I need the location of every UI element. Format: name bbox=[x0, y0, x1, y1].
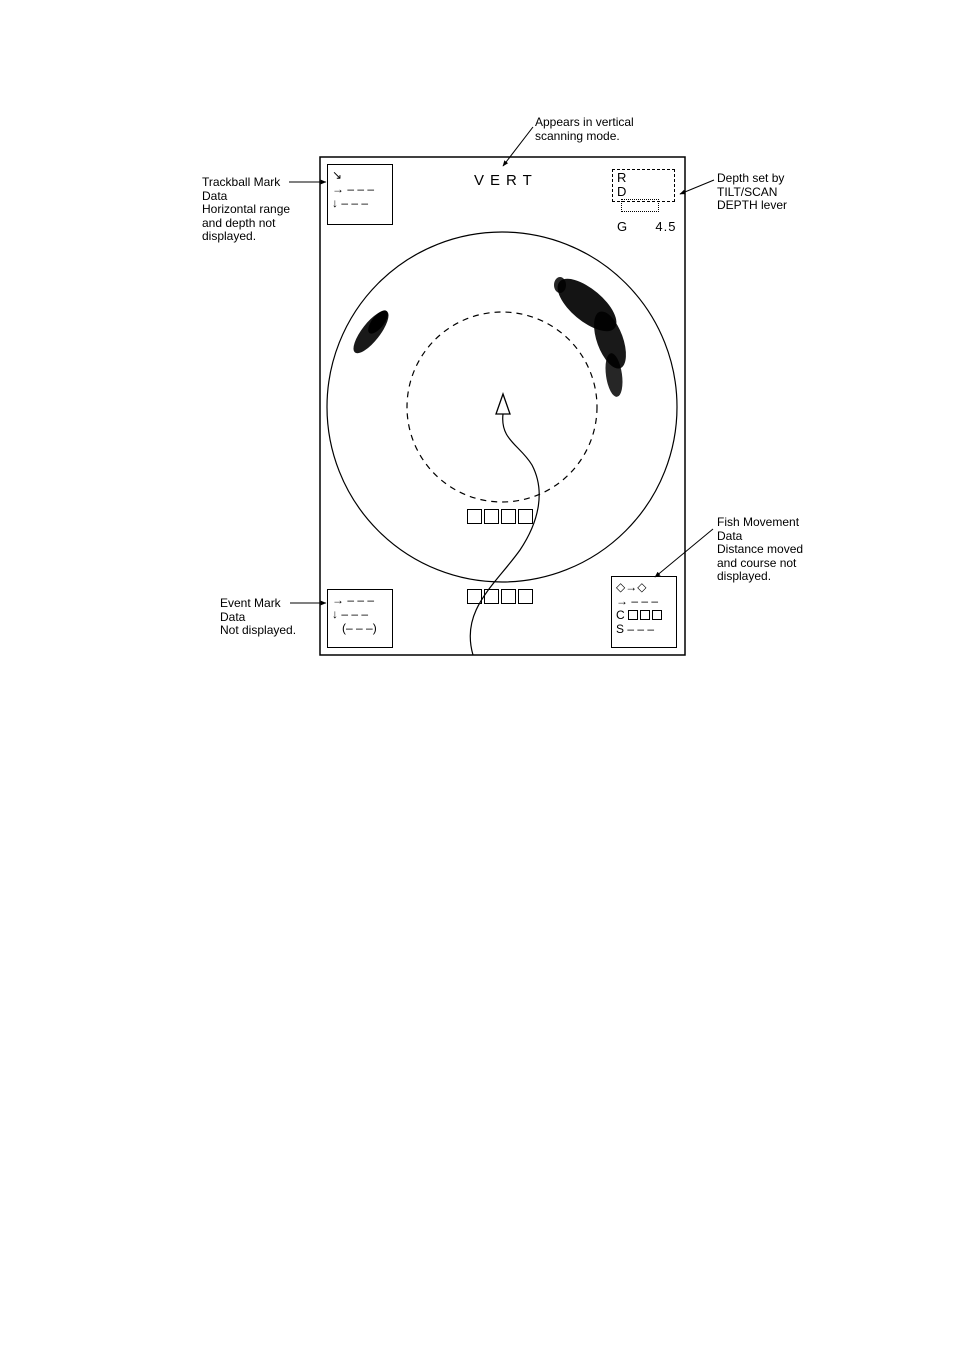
own-ship-track bbox=[470, 414, 539, 655]
data-box bbox=[484, 509, 499, 524]
depth-label: D bbox=[617, 185, 670, 214]
callout-depth-set: Depth set by TILT/SCAN DEPTH lever bbox=[717, 171, 788, 212]
data-box bbox=[501, 589, 516, 604]
data-boxes-lower bbox=[467, 589, 533, 604]
mode-label: VERT bbox=[474, 172, 538, 189]
leader-vertical-mode bbox=[503, 127, 533, 166]
diamond-icon: ◇→◇ bbox=[616, 580, 647, 594]
callout-fish-movement: Fish Movement Data Distance moved and course not displayed. bbox=[717, 515, 804, 583]
fish-speed: S – – – bbox=[616, 622, 655, 636]
event-horizontal-range: → – – – bbox=[332, 593, 375, 607]
event-depth: ↓ – – – bbox=[332, 607, 369, 621]
data-box bbox=[501, 509, 516, 524]
gain-value: 4.5 bbox=[655, 219, 677, 234]
data-box bbox=[518, 589, 533, 604]
gain-readout: G 4.5 bbox=[617, 219, 677, 234]
event-extra: (– – –) bbox=[332, 621, 377, 635]
fish-echo-left bbox=[348, 306, 394, 358]
data-box bbox=[484, 589, 499, 604]
callout-event-mark: Event Mark Data Not displayed. bbox=[220, 596, 297, 637]
fish-course: C bbox=[616, 608, 672, 622]
range-label: R bbox=[617, 170, 627, 185]
callout-vertical-mode: Appears in vertical scanning mode. bbox=[535, 115, 634, 143]
trackball-horizontal-range: → – – – bbox=[332, 182, 375, 196]
data-box bbox=[467, 589, 482, 604]
depth-value-placeholder bbox=[621, 199, 659, 212]
data-box bbox=[467, 509, 482, 524]
trackball-mark-panel bbox=[327, 164, 393, 225]
fish-distance: → – – – bbox=[616, 594, 659, 608]
own-ship-marker-icon bbox=[496, 394, 510, 414]
trackball-depth: ↓ – – – bbox=[332, 196, 369, 210]
leader-fish-movement bbox=[655, 529, 713, 577]
data-box bbox=[518, 509, 533, 524]
callout-trackball-mark: Trackball Mark Data Horizontal range and depth not displayed. bbox=[202, 175, 291, 243]
depth-setting-box bbox=[612, 169, 675, 202]
event-mark-panel bbox=[327, 589, 393, 648]
arrow-diagonal-icon: ↘ bbox=[332, 168, 343, 182]
data-boxes-upper bbox=[467, 509, 533, 524]
fish-movement-panel bbox=[611, 576, 677, 648]
